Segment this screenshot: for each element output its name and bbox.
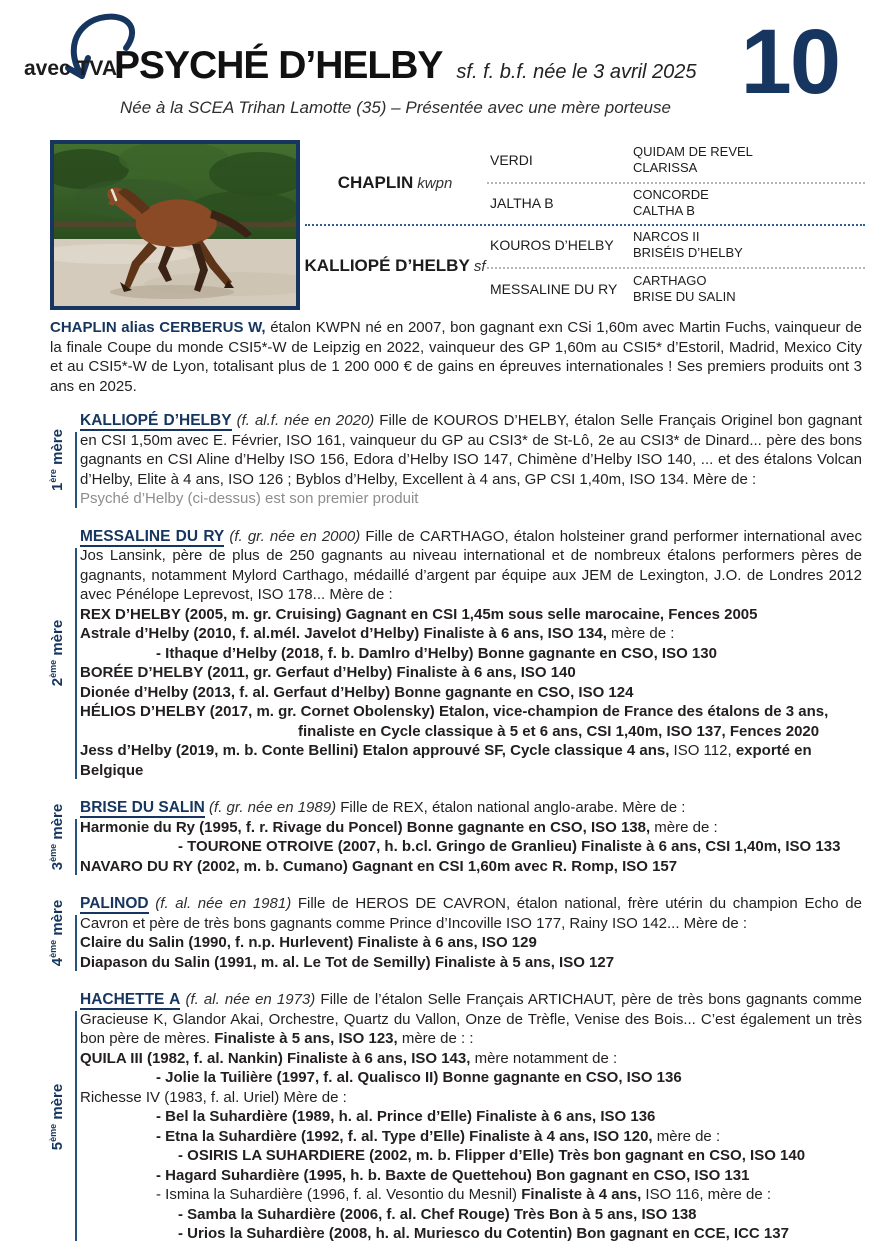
- dam-sire-parents: NARCOS II BRISÉIS D’HELBY: [633, 229, 743, 260]
- sire-sire: VERDI: [490, 152, 533, 168]
- progeny-line: - Etna la Suhardière (1992, f. al. Type d’Elle) Finaliste à 4 ans, ISO 120, mère de :: [156, 1127, 721, 1145]
- mare-name: PALINOD: [80, 895, 149, 912]
- mare-section: [50, 527, 862, 781]
- progeny-line: Psyché d’Helby (ci-dessus) est son premier produit: [80, 490, 419, 507]
- mare-birth-note: (f. al. née en 1973): [180, 991, 316, 1008]
- mare-section: [50, 894, 862, 972]
- mare-order-label: 3ème mère: [48, 803, 66, 871]
- progeny-line: Diapason du Salin (1991, m. al. Le Tot de Semilly) Finaliste à 5 ans, ISO 127: [80, 953, 615, 971]
- progeny-line: - Ithaque d’Helby (2018, f. b. Damlro d’Helby) Bonne gagnante en CSO, ISO 130: [156, 644, 717, 662]
- progeny-line: - OSIRIS LA SUHARDIERE (2002, m. b. Flipper d’Elle) Très bon gagnant en CSO, ISO 140: [178, 1147, 806, 1164]
- mare-name: KALLIOPÉ D’HELBY: [80, 412, 232, 429]
- progeny-list: [80, 1049, 862, 1241]
- mare-birth-note: (f. gr. née en 1989): [204, 799, 337, 816]
- progeny-line: - Samba la Suhardière (2006, f. al. Chef Rouge) Très Bon à 5 ans, ISO 138: [178, 1205, 697, 1223]
- lot-number: 10: [740, 11, 839, 113]
- mare-section: [50, 411, 862, 509]
- sire-sire-parents: QUIDAM DE REVEL CLARISSA: [633, 144, 753, 175]
- mare-order-label: 1ère mère: [48, 428, 66, 491]
- progeny-line: HÉLIOS D’HELBY (2017, m. gr. Cornet Obolensky) Etalon, vice-champion de France des étalons de 3 ans,: [80, 703, 829, 720]
- mare-intro: MESSALINE DU RY (f. gr. née en 2000) Fille de CARTHAGO, étalon holsteiner grand performer international avec Jos Lansink, père de plus de 250 gagnants au niveau international et de nombreux étalons performers pères de gagnants, notamment Mylord Carthago, médaillé d’argent par équipe aux JEM de Lexington, J.O. de Londres 2012 avec Pénélope Leprevost, ISO 178... Mère de :: [80, 527, 862, 603]
- progeny-line: Jess d’Helby (2019, m. b. Conte Bellini) Etalon approuvé SF, Cycle classique 4 ans, ISO 112, exporté en Belgique: [80, 742, 812, 779]
- sire-cell: [300, 173, 490, 193]
- mare-intro: HACHETTE A (f. al. née en 1973) Fille de l’étalon Selle Français ARTICHAUT, père de très bons gagnants comme Gracieuse K, Glandor Akai, Orchestre, Quartz du Vallon, Onze de Trèfle, Venise des Bois... C’est également un très bon père de mères. Finaliste à 5 ans, ISO 123, mère de : :: [80, 991, 862, 1047]
- title-birth-note: sf. f. b.f. née le 3 avril 2025: [456, 61, 697, 83]
- progeny-line: Dionée d’Helby (2013, f. al. Gerfaut d’Helby) Bonne gagnante en CSO, ISO 124: [80, 683, 634, 701]
- horse-photo: [50, 140, 300, 310]
- progeny-list: [80, 933, 862, 972]
- mare-birth-note: (f. gr. née en 2000): [224, 527, 361, 545]
- progeny-list: [80, 818, 862, 877]
- sire-dam-parents: CONCORDE CALTHA B: [633, 187, 709, 218]
- sire-studbook: kwpn: [417, 175, 453, 192]
- section-divider-line: [75, 915, 77, 971]
- progeny-line: - Ismina la Suhardière (1996, f. al. Vesontio du Mesnil) Finaliste à 4 ans, ISO 116, mère de :: [156, 1186, 772, 1203]
- progeny-line: NAVARO DU RY (2002, m. b. Cumano) Gagnant en CSI 1,60m avec R. Romp, ISO 157: [80, 857, 678, 875]
- sire-name: CHAPLIN: [337, 173, 414, 192]
- pedigree-table: [0, 140, 875, 312]
- dam-name: KALLIOPÉ D’HELBY: [304, 256, 470, 275]
- progeny-line: finaliste en Cycle classique à 5 et 6 ans, CSI 1,40m, ISO 137, Fences 2020: [298, 722, 820, 740]
- mare-intro: PALINOD (f. al. née en 1981) Fille de HEROS DE CAVRON, étalon national, frère utérin du champion Echo de Cavron et père de très bons gagnants comme Prince d’Incoville ISO 177, Rainy ISO 142... Mère de :: [80, 895, 862, 932]
- progeny-line: QUILA III (1982, f. al. Nankin) Finaliste à 6 ans, ISO 143, mère notamment de :: [80, 1049, 618, 1067]
- mare-intro: KALLIOPÉ D’HELBY (f. al.f. née en 2020) Fille de KOUROS D’HELBY, étalon Selle Français Originel bon gagnant en CSI 1,50m avec E. Février, ISO 161, vainqueur du GP au CSI3* de St-Lô, 2e au CSI3* de Dinard... père des bons gagnants en CSI Aline d’Helby ISO 156, Edora d’Helby ISO 147, Chimène d’Helby ISO 140, ... et des étalons Volcan d’Helby, Elite à 4 ans, ISO 126 ; Byblos d’Helby, Excellent à 4 ans, GP CSI 1,40m, ISO 134. Mère de :: [80, 412, 863, 488]
- mare-order-label: 5ème mère: [48, 1083, 66, 1150]
- progeny-line: Claire du Salin (1990, f. n.p. Hurlevent) Finaliste à 6 ans, ISO 129: [80, 934, 537, 951]
- pedigree-half-separator: [305, 224, 865, 226]
- breeder-subtitle: Née à la SCEA Trihan Lamotte (35) – Présentée avec une mère porteuse: [120, 98, 671, 117]
- progeny-line: Richesse IV (1983, f. al. Uriel) Mère de :: [80, 1088, 347, 1106]
- sire-description-lead: CHAPLIN alias CERBERUS W,: [50, 319, 266, 336]
- mare-name: HACHETTE A: [80, 991, 181, 1008]
- progeny-line: - Urios la Suhardière (2008, h. al. Muriesco du Cotentin) Bon gagnant en CCE, ICC 137: [178, 1225, 789, 1241]
- pedigree-row-separator: [487, 267, 865, 269]
- progeny-line: - Bel la Suhardière (1989, h. al. Prince d’Elle) Finaliste à 6 ans, ISO 136: [156, 1108, 656, 1125]
- sire-description: [50, 318, 862, 396]
- dam-dam: MESSALINE DU RY: [490, 281, 618, 297]
- progeny-line: BORÉE D’HELBY (2011, gr. Gerfaut d’Helby) Finaliste à 6 ans, ISO 140: [80, 664, 576, 681]
- progeny-line: - TOURONE OTROIVE (2007, h. b.cl. Gringo de Granlieu) Finaliste à 6 ans, CSI 1,40m, ISO 133: [178, 838, 841, 855]
- dam-sire: KOUROS D’HELBY: [490, 237, 614, 253]
- mare-order-label: 4ème mère: [48, 899, 66, 967]
- mare-intro: BRISE DU SALIN (f. gr. née en 1989) Fille de REX, étalon national anglo-arabe. Mère de :: [80, 799, 686, 816]
- dam-studbook: sf: [473, 258, 486, 275]
- pedigree-row-separator: [487, 182, 865, 184]
- mare-birth-note: (f. al.f. née en 2020): [231, 412, 375, 429]
- progeny-list: [80, 489, 862, 509]
- section-divider-line: [75, 548, 77, 780]
- mare-birth-note: (f. al. née en 1981): [148, 895, 292, 912]
- progeny-line: Harmonie du Ry (1995, f. r. Rivage du Poncel) Bonne gagnante en CSO, ISO 138, mère de :: [80, 818, 718, 836]
- sire-description-body: étalon KWPN né en 2007, bon gagnant exn CSi 1,60m avec Martin Fuchs, vainqueur de la finale Coupe du monde CSI5*-W de Leipzig en 2022, vainqueur des GP 1,60m au CSI5* d’Estoril, Madrid, Mexico City et au CSI5*-W de Lyon, totalisant plus de 1 200 000 € de gains en épreuves internationales ! Ses premiers produits ont 3 ans en 2025.: [50, 319, 862, 395]
- sire-dam: JALTHA B: [490, 195, 554, 211]
- section-divider-line: [75, 432, 77, 508]
- mare-section: [50, 990, 862, 1241]
- page-title: PSYCHÉ D’HELBY: [114, 44, 443, 87]
- mare-name: MESSALINE DU RY: [80, 527, 225, 545]
- progeny-line: - Jolie la Tuilière (1997, f. al. Qualisco II) Bonne gagnante en CSO, ISO 136: [156, 1069, 682, 1086]
- progeny-line: - Hagard Suhardière (1995, h. b. Baxte de Quettehou) Bon gagnant en CSO, ISO 131: [156, 1166, 750, 1184]
- progeny-line: REX D’HELBY (2005, m. gr. Cruising) Gagnant en CSI 1,45m sous selle marocaine, Fences 2005: [80, 605, 758, 623]
- section-divider-line: [75, 819, 77, 875]
- tva-label: avec TVA: [24, 57, 117, 80]
- progeny-list: [80, 605, 862, 781]
- progeny-line: Astrale d’Helby (2010, f. al.mél. Javelot d’Helby) Finaliste à 6 ans, ISO 134, mère de :: [80, 625, 675, 642]
- section-divider-line: [75, 1011, 77, 1241]
- mare-name: BRISE DU SALIN: [80, 799, 205, 816]
- mare-order-label: 2ème mère: [48, 620, 66, 687]
- dam-dam-parents: CARTHAGO BRISE DU SALIN: [633, 273, 736, 304]
- dam-cell: [300, 256, 490, 276]
- mare-section: [50, 798, 862, 876]
